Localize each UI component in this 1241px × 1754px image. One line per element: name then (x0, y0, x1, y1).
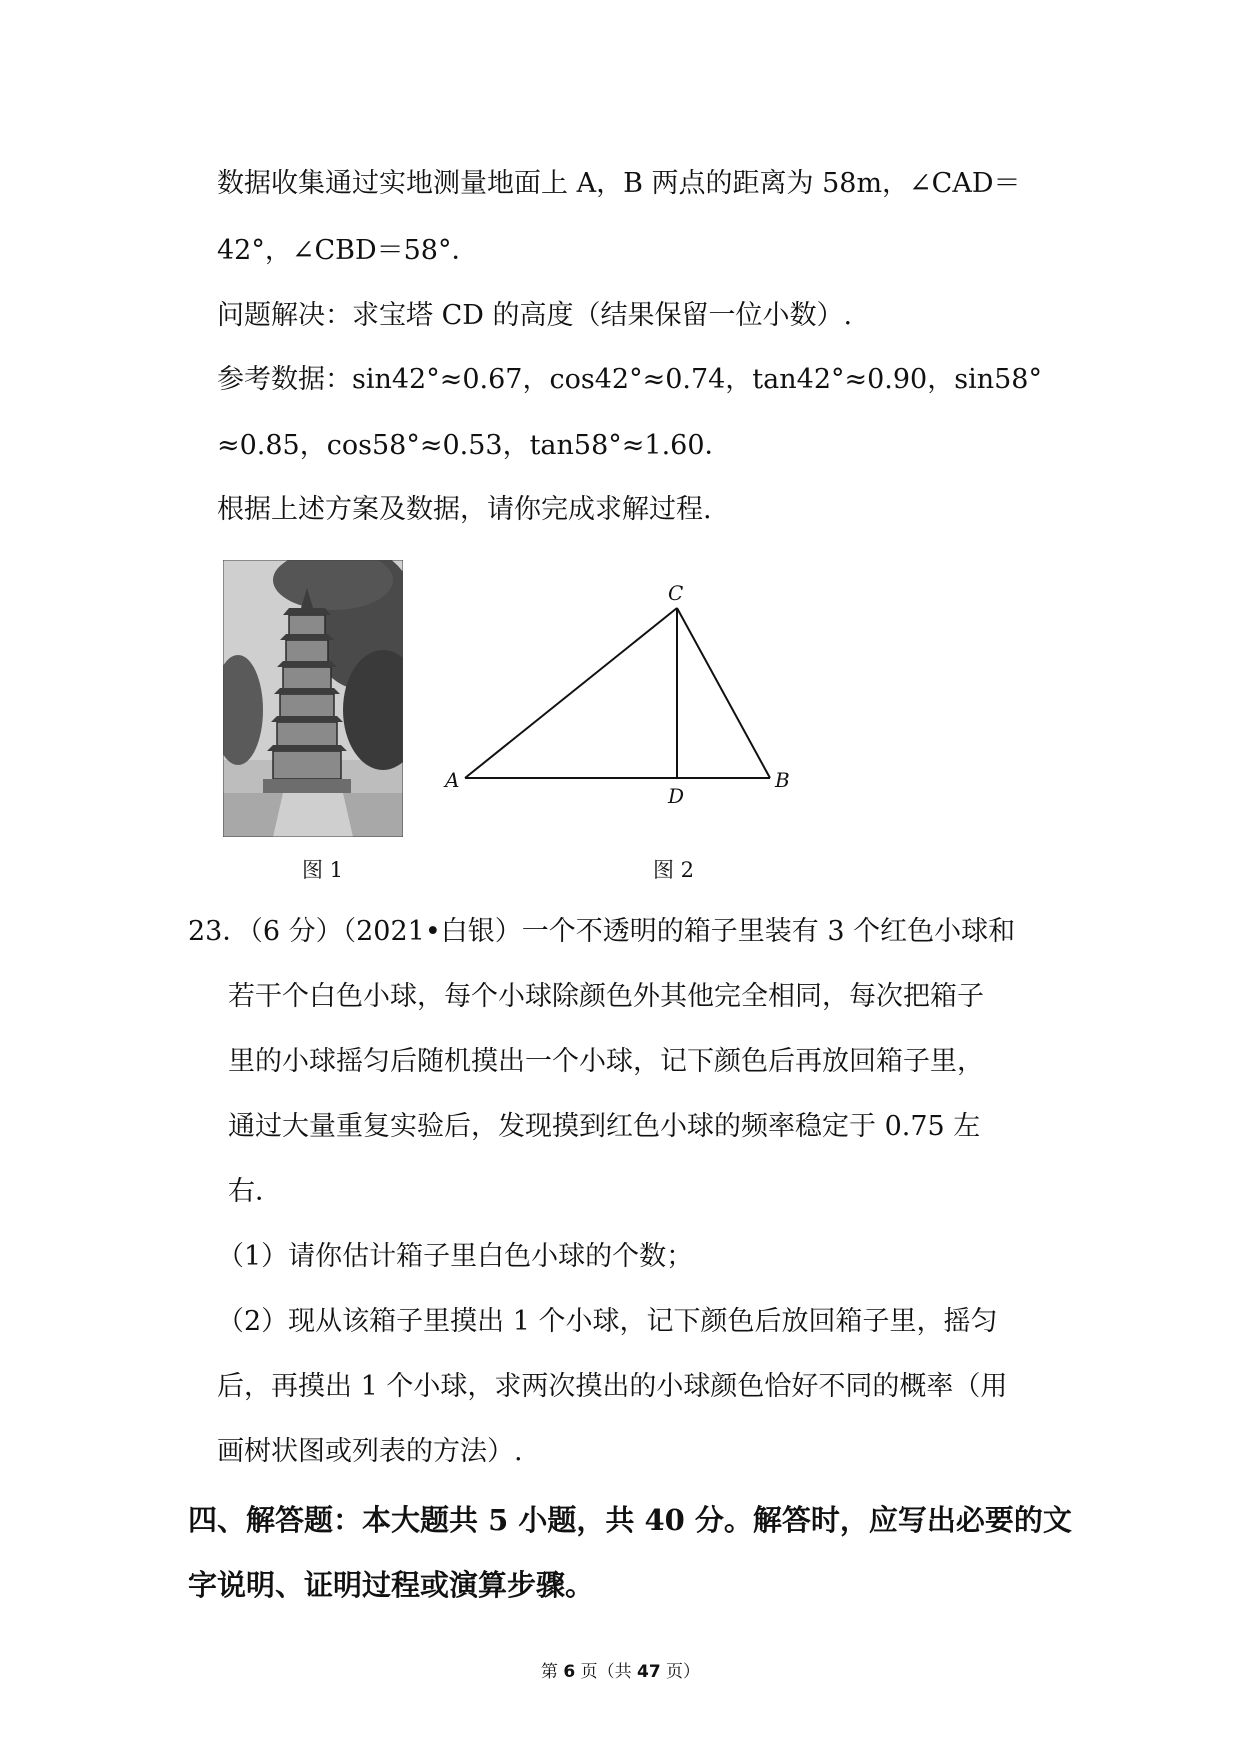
q23-line-7: （2）现从该箱子里摸出 1 个小球，记下颜色后放回箱子里，摇匀 (217, 1306, 998, 1337)
footer-suffix: 页） (660, 1662, 701, 1682)
q23-line-9: 画树状图或列表的方法）. (217, 1436, 523, 1467)
footer-total-pages: 47 (636, 1662, 661, 1682)
q23-line-3: 里的小球摇匀后随机摸出一个小球，记下颜色后再放回箱子里， (228, 1046, 984, 1077)
text-line-4: 参考数据：sin42°≈0.67，cos42°≈0.74，tan42°≈0.90，sin58° (217, 364, 1042, 395)
q23-line-6: （1）请你估计箱子里白色小球的个数； (217, 1241, 694, 1272)
q23-line-8: 后，再摸出 1 个小球，求两次摸出的小球颜色恰好不同的概率（用 (217, 1371, 1008, 1402)
section4-heading-line-1: 四、解答题：本大题共 5 小题，共 40 分。解答时，应写出必要的文 (188, 1503, 1072, 1537)
segment-cb (677, 608, 770, 778)
triangle-diagram (435, 570, 815, 810)
footer-prefix: 第 (540, 1662, 564, 1682)
label-c: C (668, 581, 684, 605)
text-line-5: ≈0.85，cos58°≈0.53，tan58°≈1.60． (217, 430, 732, 461)
page-footer (0, 1657, 1241, 1682)
label-b: B (775, 768, 790, 792)
q23-line-1: 23．（6 分）（2021•白银）一个不透明的箱子里装有 3 个红色小球和 (188, 916, 1016, 947)
pagoda-photo (223, 560, 403, 837)
q23-line-4: 通过大量重复实验后，发现摸到红色小球的频率稳定于 0.75 左 (228, 1111, 981, 1142)
footer-page-number: 6 (563, 1662, 576, 1682)
text-line-6: 根据上述方案及数据，请你完成求解过程. (217, 494, 712, 525)
q23-line-5: 右． (228, 1176, 282, 1207)
text-line-1: 数据收集通过实地测量地面上 A，B 两点的距离为 58m，∠CAD＝ (217, 168, 1021, 199)
fig1-caption: 图 1 (302, 858, 344, 882)
segment-ac (465, 608, 677, 778)
fig2-caption: 图 2 (653, 858, 695, 882)
label-a: A (445, 768, 460, 792)
label-d: D (668, 784, 685, 808)
text-line-3: 问题解决：求宝塔 CD 的高度（结果保留一位小数）. (217, 300, 853, 331)
text-line-2: 42°，∠CBD＝58°． (217, 235, 479, 266)
footer-middle: 页（共 (575, 1662, 637, 1682)
q23-line-2: 若干个白色小球，每个小球除颜色外其他完全相同，每次把箱子 (228, 981, 984, 1012)
section4-heading-line-2: 字说明、证明过程或演算步骤。 (188, 1568, 595, 1602)
